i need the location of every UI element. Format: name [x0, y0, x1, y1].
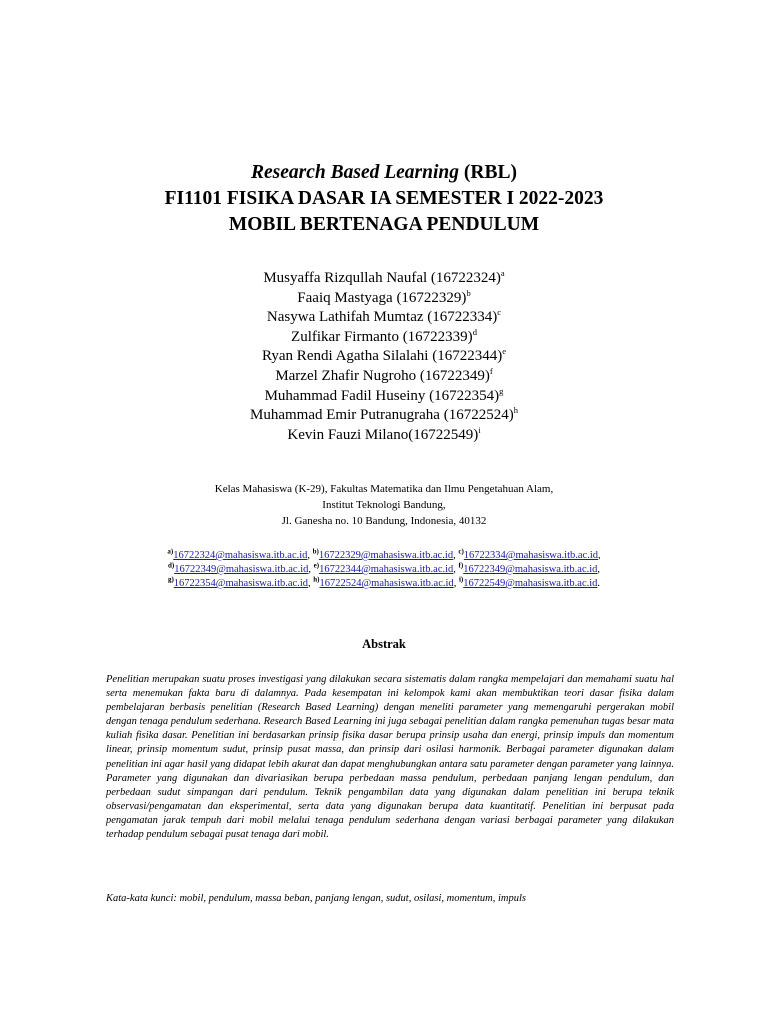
author-list — [0, 269, 768, 445]
affiliation-line-2: Institut Teknologi Bandung, — [322, 499, 446, 511]
email-link[interactable]: 16722344@mahasiswa.itb.ac.id — [319, 564, 454, 575]
email-link[interactable]: 16722349@mahasiswa.itb.ac.id — [463, 564, 598, 575]
email-link[interactable]: 16722334@mahasiswa.itb.ac.id — [463, 550, 598, 561]
author: Muhammad Fadil Huseiny $(16722354)^g$ — [264, 385, 504, 404]
title-italic: Research Based Learning — [251, 162, 460, 183]
email-link[interactable]: 16722549@mahasiswa.itb.ac.id — [463, 578, 598, 589]
affiliation — [0, 481, 768, 529]
title-line-3: MOBIL BERTENAGA PENDULUM — [228, 214, 540, 235]
paper-title — [0, 160, 768, 238]
abstract-heading: Abstrak — [362, 637, 406, 651]
author: Ryan Rendi Agatha Silalahi $(16722344)^e$ — [262, 346, 506, 365]
title-line-1 — [0, 160, 768, 186]
email-row-3: $^{g)}$16722354@mahasiswa.itb.ac.id, $^{h)}$16722524@mahasiswa.itb.ac.id, $^{i)}$16722549@mahasiswa.itb.ac.id. — [167, 575, 601, 589]
author: Nasywa Lathifah Mumtaz $(16722334)^c$ — [266, 307, 502, 326]
email-row-2: $^{d)}$16722349@mahasiswa.itb.ac.id, $^{e)}$16722344@mahasiswa.itb.ac.id, $^{f)}$16722349@mahasiswa.itb.ac.id, — [167, 561, 601, 575]
author: Muhammad Emir Putranugraha $(16722524)^h$ — [250, 405, 518, 424]
author: Marzel Zhafir Nugroho $(16722349)^f$ — [275, 365, 493, 384]
author: Kevin Fauzi $Milano(16722549)^i$ — [287, 424, 481, 443]
author: Zulfikar Firmanto $(16722339)^d$ — [291, 326, 477, 345]
email-list — [0, 549, 768, 591]
affiliation-line-3: Jl. Ganesha no. 10 Bandung, Indonesia, 40132 — [281, 515, 487, 527]
keywords-line: Kata-kata kunci: mobil, pendulum, massa beban, panjang lengan, sudut, osilasi, momentum, impuls — [106, 893, 526, 904]
affiliation-line-1: Kelas Mahasiswa (K-29), Fakultas Matematika dan Ilmu Pengetahuan Alam, — [214, 483, 554, 495]
email-link[interactable]: 16722524@mahasiswa.itb.ac.id — [319, 578, 454, 589]
email-link[interactable]: 16722329@mahasiswa.itb.ac.id — [318, 550, 454, 561]
email-row-1: $^{a)}$16722324@mahasiswa.itb.ac.id, $^{b)}$16722329@mahasiswa.itb.ac.id, $^{c)}$16722334@mahasiswa.itb.ac.id, — [167, 547, 601, 561]
abstract-text: Penelitian merupakan suatu proses investigasi yang dilakukan secara sistematis dalam rangka mempelajari dan memahami suatu hal serta menemukan fakta baru di dalamnya. Pada kesempatan ini kelompok kami akan membuktikan teori dasar fisika dalam pembelajaran berbasis penelitian (Research Based Learning) dengan meneliti parameter yang memengaruhi pergerakan mobil dengan tenaga pendulum sederhana. Research Based Learning ini juga sebagai penelitian dalam rangka pemenuhan tugas besar mata kuliah fisika dasar. Penelitian ini berdasarkan prinsip fisika dasar berupa prinsip usaha dan energi, prinsip impuls dan momentum linear, prinsip momentum sudut, prinsip pusat massa, dan prinsip dari osilasi harmonik. Berbagai parameter digunakan dalam penelitian ini agar hasil yang didapat lebih akurat dan dapat menghubungkan antara satu parameter dengan parameter yang lainnya. Parameter yang digunakan dan divariasikan berupa perbedaan massa pendulum, perbedaan panjang lengan pendulum, dan perbedaan sudut simpangan dari pendulum. Teknik pengambilan data yang digunakan dalam penelitian ini berupa teknik observasi/pengamatan dan eksperimental, serta data yang digunakan berupa data kuantitatif. Penelitian ini berpusat pada pengamatan jarak tempuh dari mobil melalui tenaga pendulum sederhana dengan variasi berbagai parameter yang dilakukan terhadap pendulum sebagai pusat tenaga dari mobil. — [106, 674, 674, 841]
title-rest: (RBL) — [459, 162, 517, 183]
email-link[interactable]: 16722324@mahasiswa.itb.ac.id — [173, 550, 308, 561]
author: Faaiq Mastyaga $(16722329)^b$ — [297, 287, 471, 306]
email-link[interactable]: 16722349@mahasiswa.itb.ac.id — [174, 564, 309, 575]
email-link[interactable]: 16722354@mahasiswa.itb.ac.id — [173, 578, 308, 589]
author: Musyaffa Rizqullah Naufal $(16722324)^a$ — [263, 268, 505, 286]
title-line-2: FI1101 FISIKA DASAR IA SEMESTER I 2022-2023 — [164, 188, 604, 209]
